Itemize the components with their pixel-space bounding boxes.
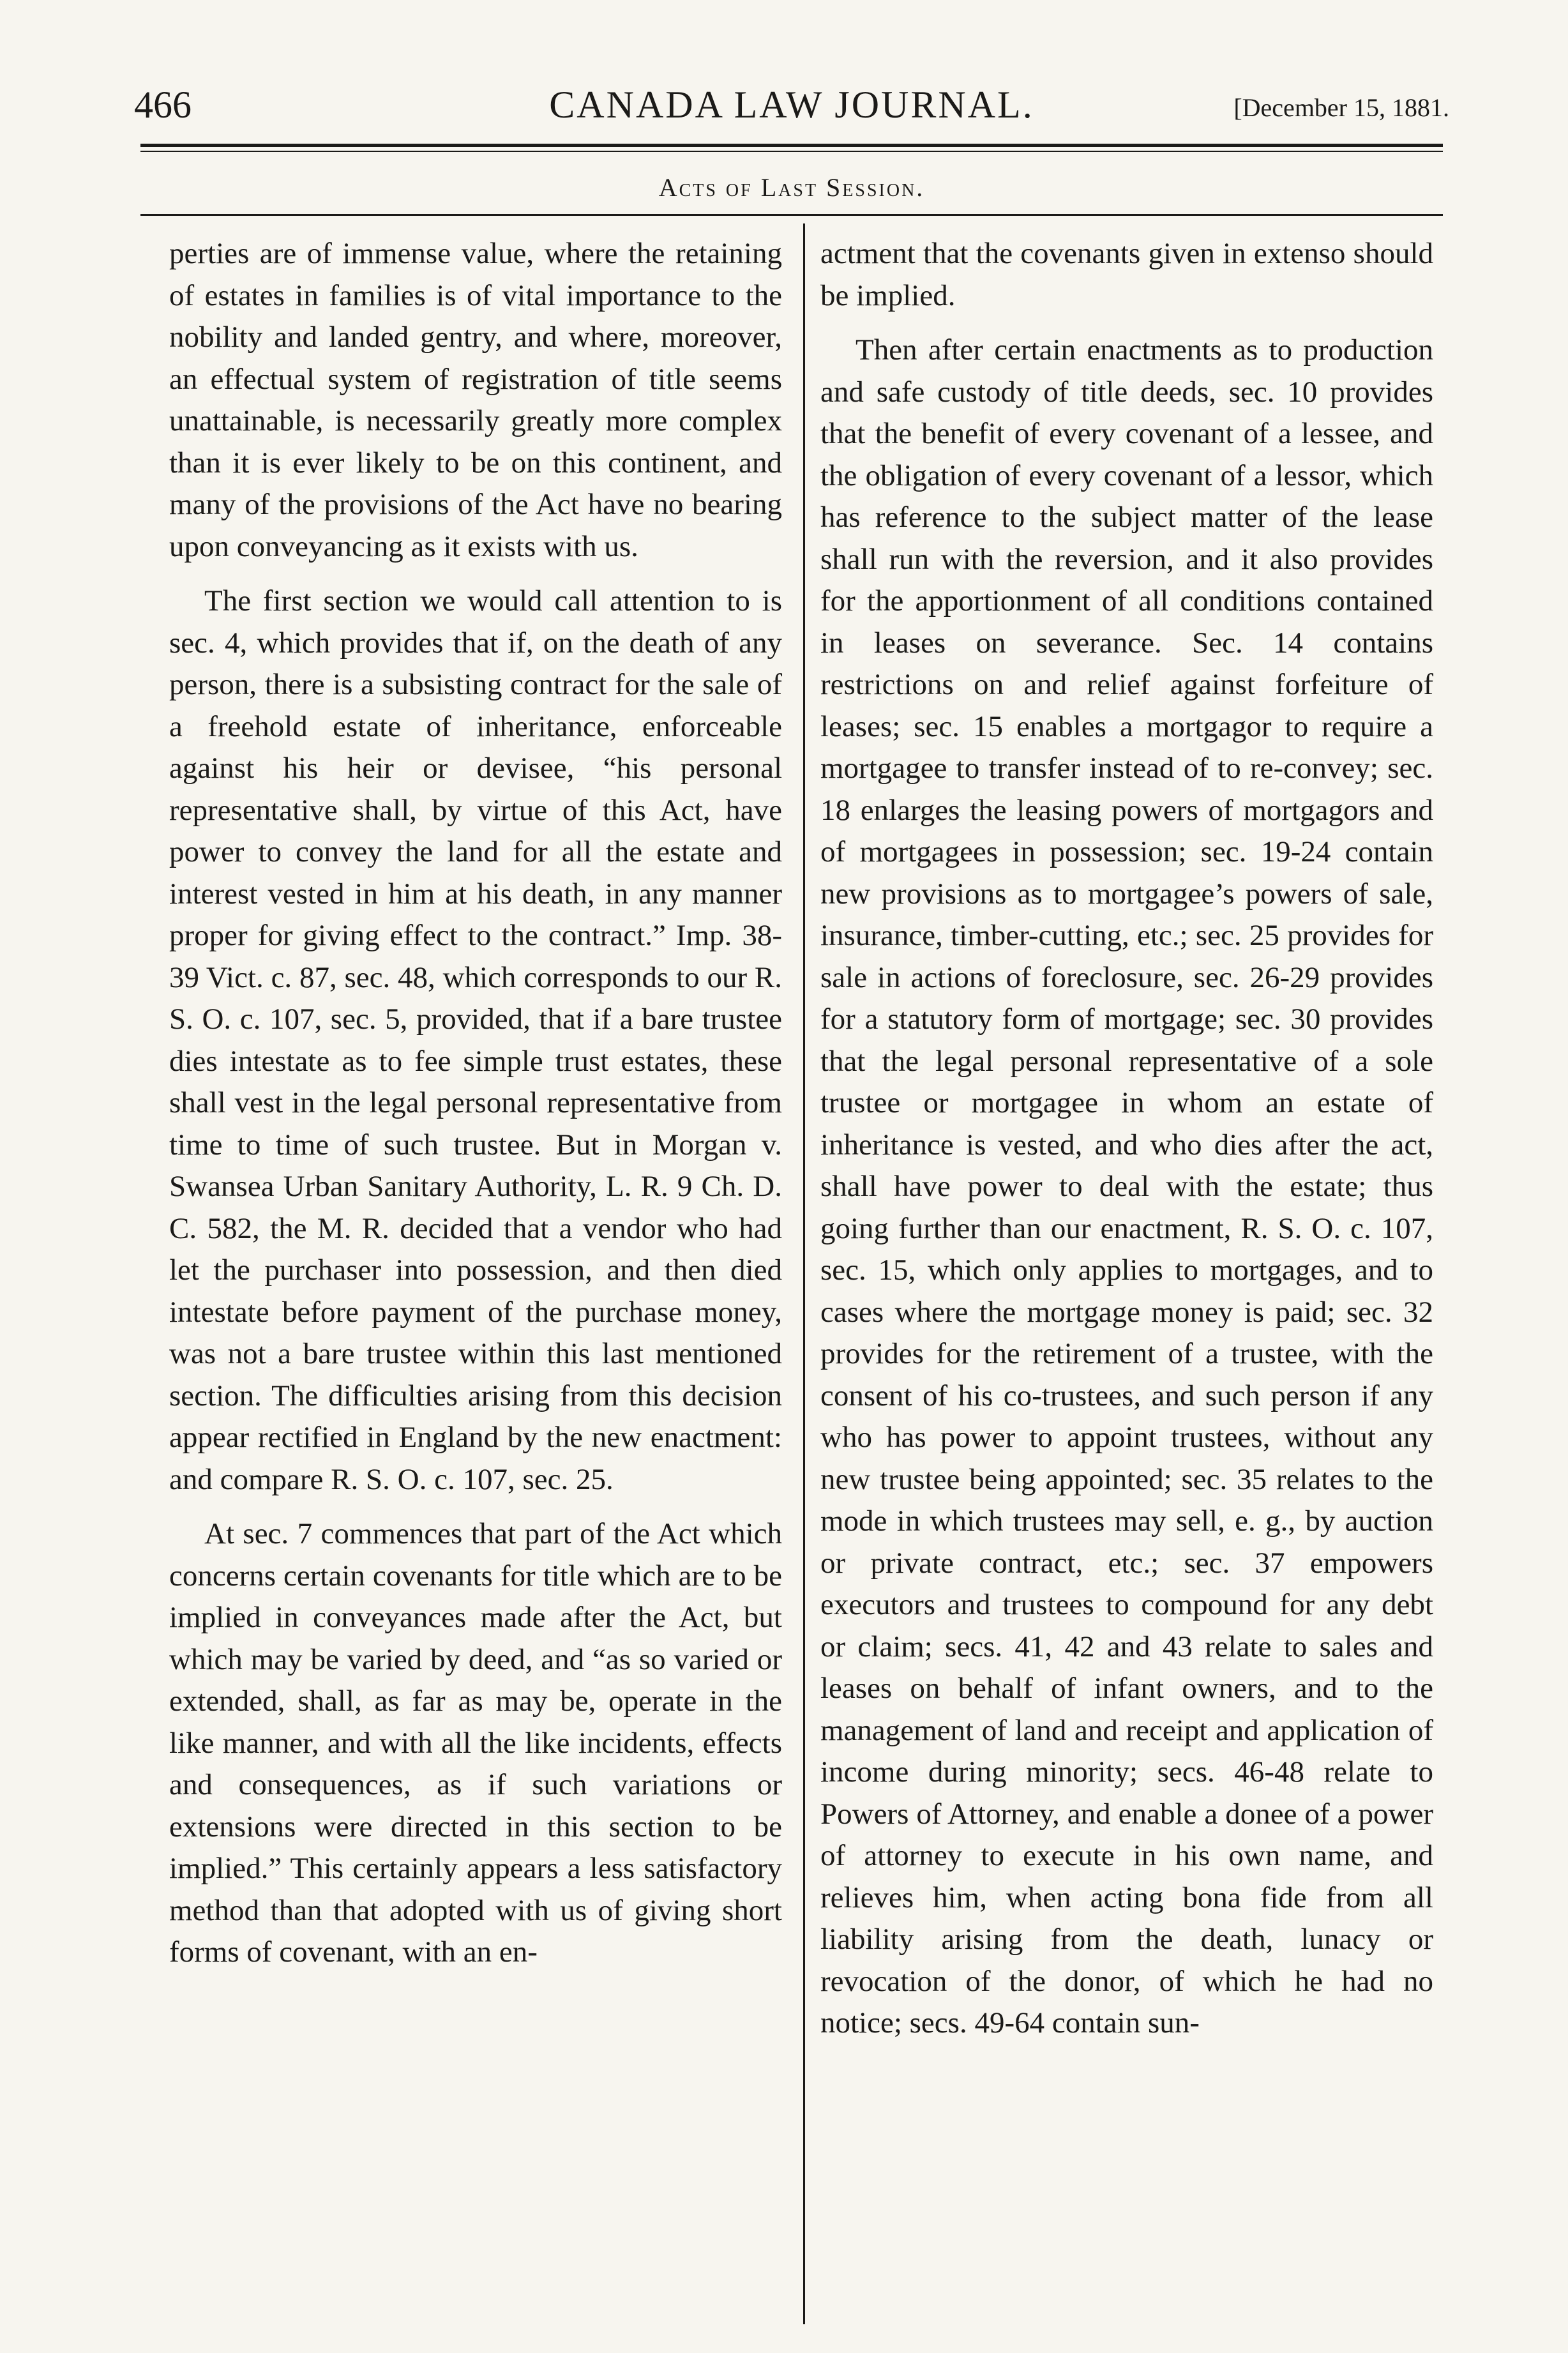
section-rule — [140, 214, 1443, 216]
header-rule-thin — [140, 151, 1443, 152]
paragraph: The first section we would call attention to is sec. 4, which provides that if, on the death of any person, there is a subsisting contract for the sale of a freehold estate of inheritance, enforceable against his heir or devisee, “his personal representative shall, by virtue of this Act, have power to convey the land for all the estate and interest vested in him at his death, in any manner proper for giving effect to the contract.” Imp. 38-39 Vict. c. 87, sec. 48, which corresponds to our R. S. O. c. 107, sec. 5, provided, that if a bare trustee dies intestate as to fee simple trust estates, these shall vest in the legal personal representative from time to time of such trustee. But in Morgan v. Swansea Urban Sanitary Authority, L. R. 9 Ch. D. C. 582, the M. R. decided that a vendor who had let the purchaser into possession, and then died intestate before payment of the purchase money, was not a bare trustee within this last mentioned section. The difficulties arising from this decision appear rectified in England by the new enactment: and compare R. S. O. c. 107, sec. 25. — [169, 584, 782, 1496]
left-column — [169, 233, 782, 1986]
section-heading: Acts of Last Session. — [658, 173, 925, 202]
paragraph: At sec. 7 commences that part of the Act which concerns certain covenants for title which are to be implied in conveyances made after the Act, but which may be varied by deed, and “as so varied or extended, shall, as far as may be, operate in the like manner, and with all the like incidents, effects and consequences, as if such variations or extensions were directed in this section to be implied.” This certainly appears a less satisfactory method than that adopted with us of giving short forms of covenant, with an en- — [169, 1517, 782, 1969]
right-column — [820, 233, 1433, 2057]
paragraph: actment that the covenants given in extenso should be implied. — [820, 237, 1433, 312]
paragraph: Then after certain enactments as to production and safe custody of title deeds, sec. 10 provides that the benefit of every covenant of a lessee, and the obligation of every covenant of a lessor, which has reference to the subject matter of the lease shall run with the reversion, and it also provides for the apportionment of all conditions contained in leases on severance. Sec. 14 contains restrictions on and relief against forfeiture of leases; sec. 15 enables a mortgagor to require a mortgagee to transfer instead of to re-convey; sec. 18 enlarges the leasing powers of mortgagors and of mortgagees in possession; sec. 19-24 contain new provisions as to mortgagee’s powers of sale, insurance, timber-cutting, etc.; sec. 25 provides for sale in actions of foreclosure, sec. 26-29 provides for a statutory form of mortgage; sec. 30 provides that the legal personal representative of a sole trustee or mortgagee in whom an estate of inheritance is vested, and who dies after the act, shall have power to deal with the estate; thus going further than our enactment, R. S. O. c. 107, sec. 15, which only applies to mortgages, and to cases where the mortgage money is paid; sec. 32 provides for the retirement of a trustee, with the consent of his co-trustees, and such person if any who has power to appoint trustees, without any new trustee being appointed; sec. 35 relates to the mode in which trustees may sell, e. g., by auction or private contract, etc.; sec. 37 empowers executors and trustees to compound for any debt or claim; secs. 41, 42 and 43 relate to sales and leases on behalf of infant owners, and to the management of land and receipt and application of income during minority; secs. 46-48 relate to Powers of Attorney, and enable a donee of a power of attorney to execute in his own name, and relieves him, when acting bona fide from all liability arising from the death, lunacy or revocation of the donor, of which he had no notice; secs. 49-64 contain sun- — [820, 333, 1433, 2039]
journal-title: CANADA LAW JOURNAL. — [549, 84, 1034, 126]
column-divider — [803, 223, 805, 2324]
page-header — [134, 77, 1449, 134]
header-rule-thick — [140, 144, 1443, 147]
issue-date: [December 15, 1881. — [1233, 93, 1449, 122]
paragraph: perties are of immense value, where the retaining of estates in families is of vital importance to the nobility and landed gentry, and where, moreover, an effectual system of registration of title seems unattainable, is necessarily greatly more complex than it is ever likely to be on this continent, and many of the provisions of the Act have no bearing upon conveyancing as it exists with us. — [169, 237, 782, 563]
page-number: 466 — [134, 84, 192, 126]
